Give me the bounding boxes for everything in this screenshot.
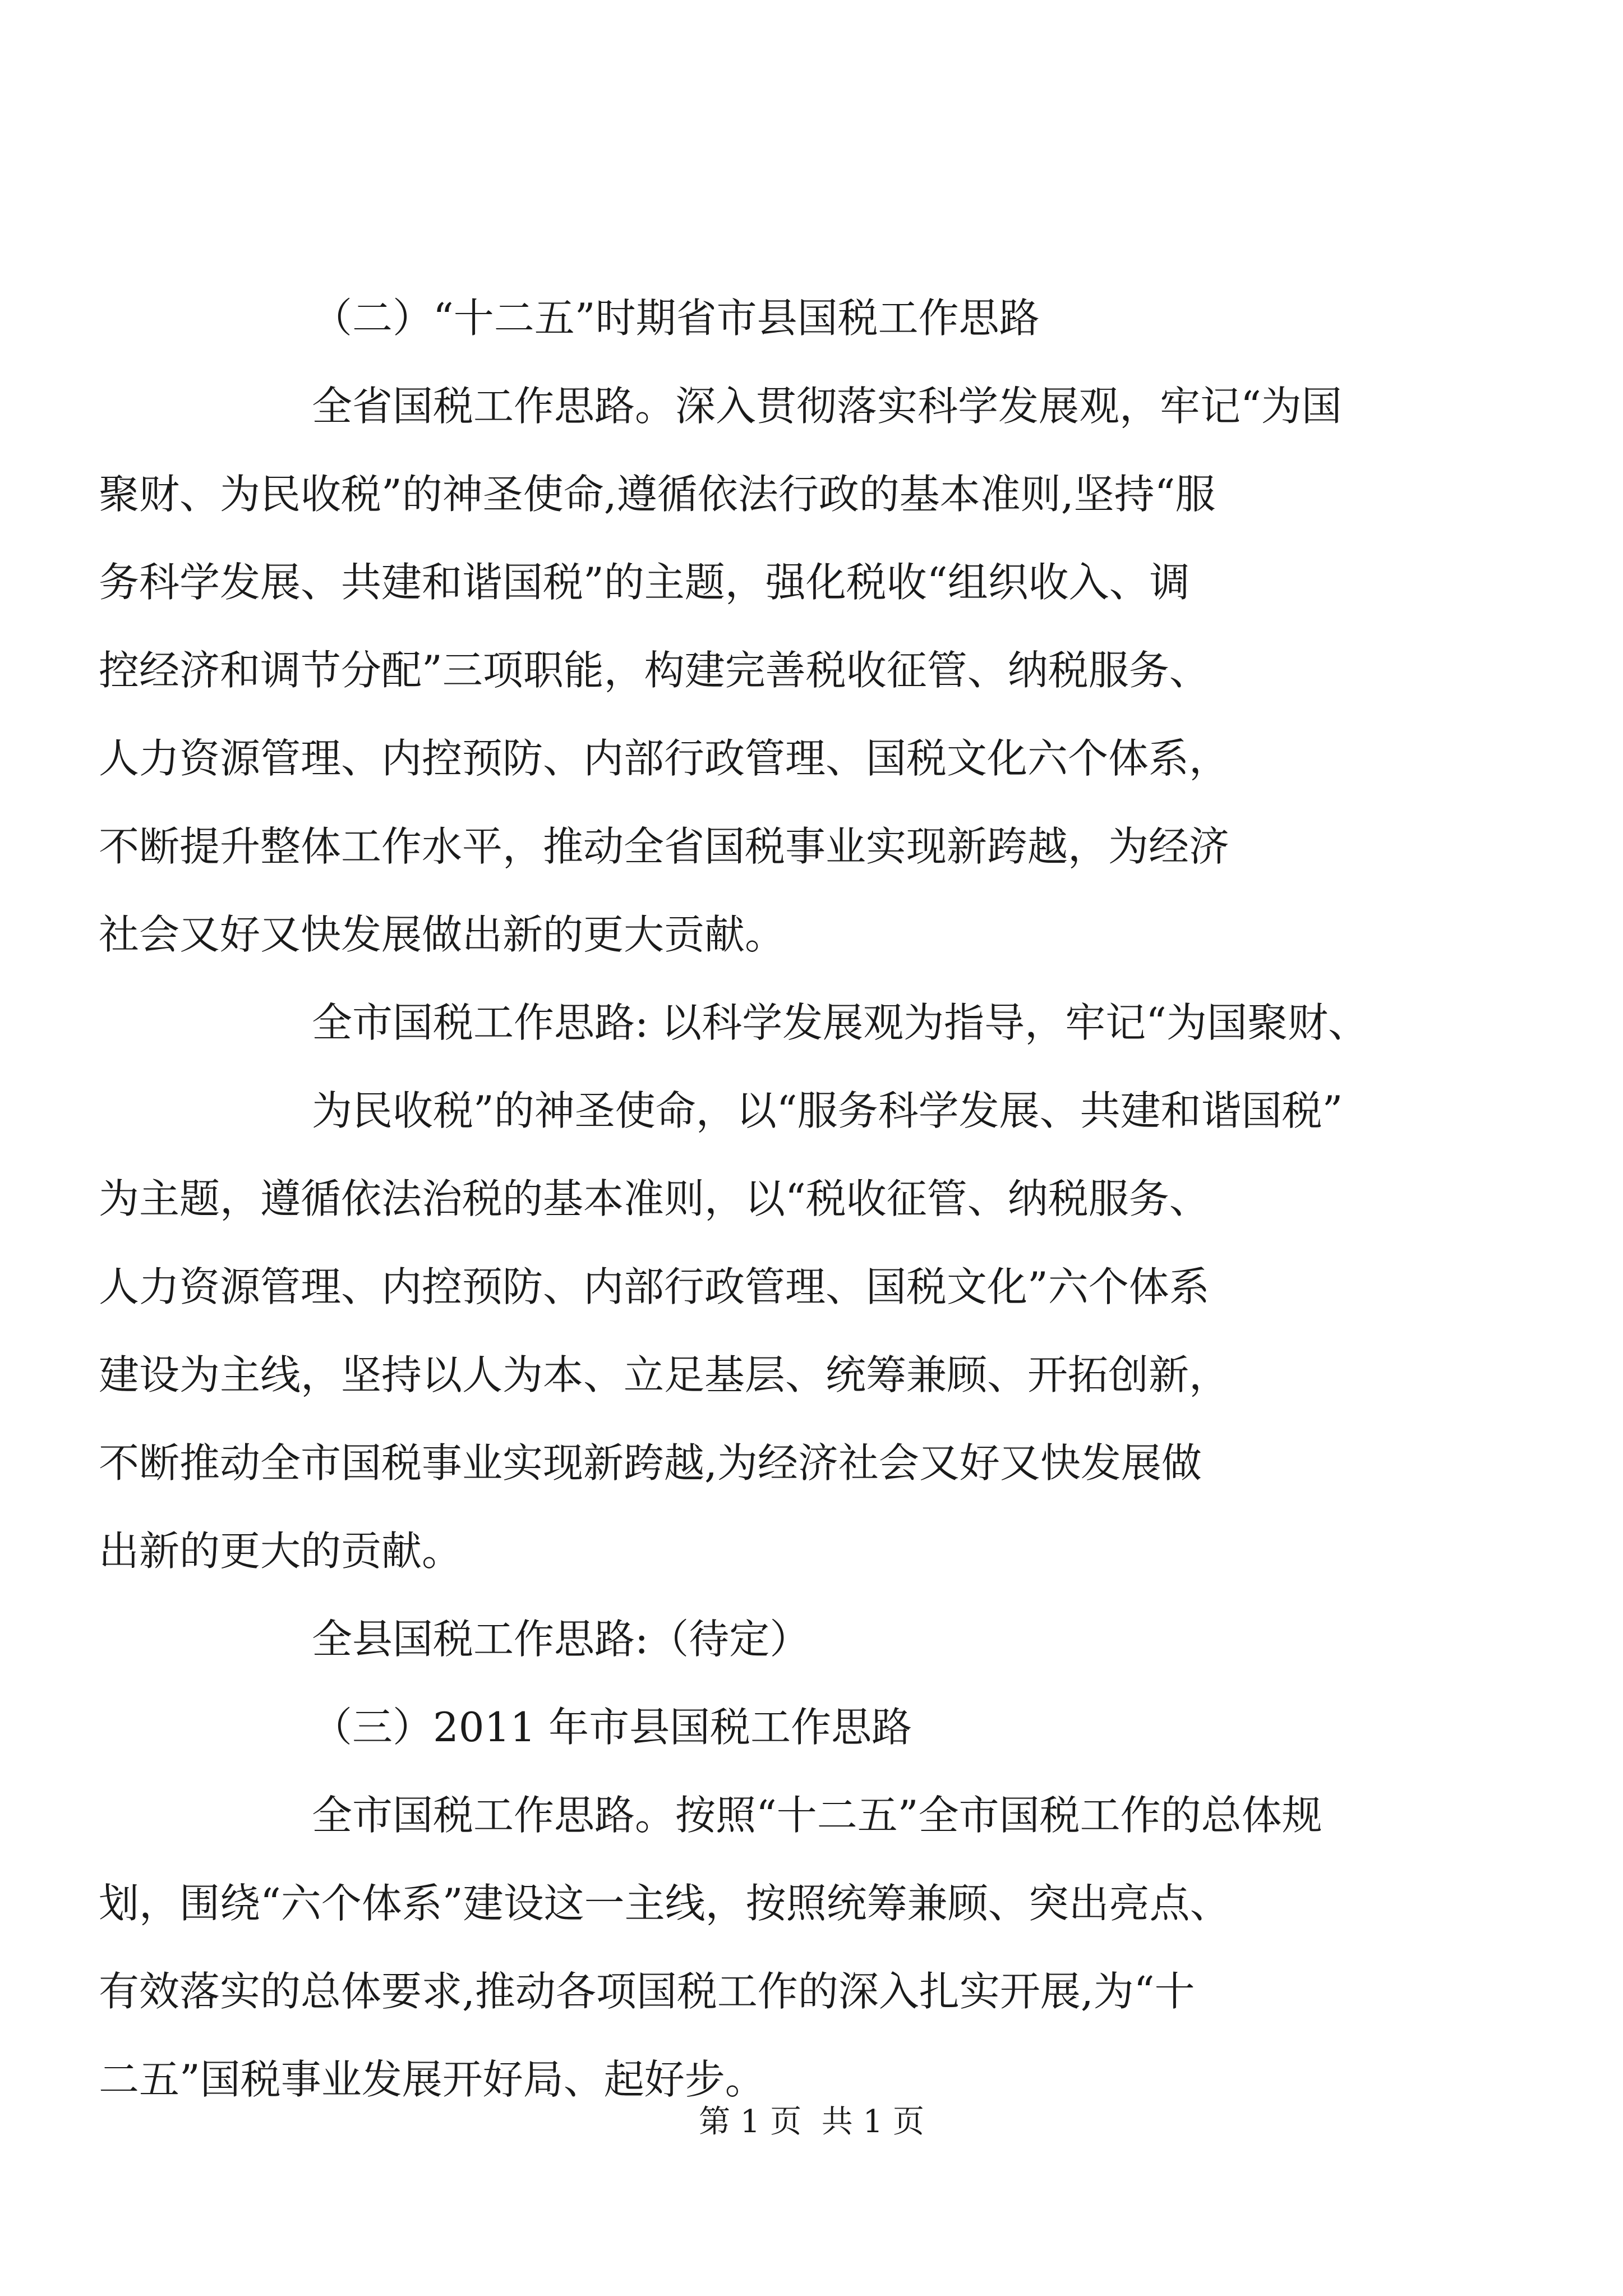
section-heading-3: （三）2011 年市县国税工作思路 xyxy=(312,1704,912,1751)
section-heading-2: （二）“十二五”时期省市县国税工作思路 xyxy=(312,295,1040,342)
paragraph-line: 出新的更大的贡献。 xyxy=(99,1527,463,1575)
page-number-footer: 第 1 页 共 1 页 xyxy=(698,2104,925,2140)
paragraph-line: 为民收税”的神圣使命，以“服务科学发展、共建和谐国税” xyxy=(312,1087,1343,1134)
paragraph-line: 有效落实的总体要求,推动各项国税工作的深入扎实开展,为“十 xyxy=(99,1968,1195,2015)
paragraph-line: 全县国税工作思路:（待定） xyxy=(312,1616,810,1663)
paragraph-line: 建设为主线，坚持以人为本、立足基层、统筹兼顾、开拓创新， xyxy=(99,1351,1230,1398)
paragraph-line: 务科学发展、共建和谐国税”的主题，强化税收“组织收入、调 xyxy=(99,559,1190,606)
paragraph-line: 不断推动全市国税事业实现新跨越,为经济社会又好又快发展做 xyxy=(99,1439,1202,1487)
paragraph-line: 为主题，遵循依法治税的基本准则，以“税收征管、纳税服务、 xyxy=(99,1175,1210,1222)
document-body xyxy=(99,292,1422,2141)
paragraph-line: 人力资源管理、内控预防、内部行政管理、国税文化六个体系， xyxy=(99,735,1230,782)
paragraph-line: 划，围绕“六个体系”建设这一主线，按照统筹兼顾、突出亮点、 xyxy=(99,1880,1230,1927)
paragraph-line: 聚财、为民收税”的神圣使命,遵循依法行政的基本准则,坚持“服 xyxy=(99,471,1216,518)
paragraph-line: 人力资源管理、内控预防、内部行政管理、国税文化”六个体系 xyxy=(99,1263,1210,1310)
paragraph-line: 全市国税工作思路: 以科学发展观为指导，牢记“为国聚财、 xyxy=(312,999,1368,1046)
paragraph-line: 二五”国税事业发展开好局、起好步。 xyxy=(99,2056,766,2103)
paragraph-line: 控经济和调节分配”三项职能，构建完善税收征管、纳税服务、 xyxy=(99,647,1210,694)
paragraph-line: 社会又好又快发展做出新的更大贡献。 xyxy=(99,911,786,958)
paragraph-line: 不断提升整体工作水平，推动全省国税事业实现新跨越，为经济 xyxy=(99,823,1230,870)
paragraph-line: 全省国税工作思路。深入贯彻落实科学发展观，牢记“为国 xyxy=(312,383,1342,430)
paragraph-line: 全市国税工作思路。按照“十二五”全市国税工作的总体规 xyxy=(312,1792,1322,1839)
